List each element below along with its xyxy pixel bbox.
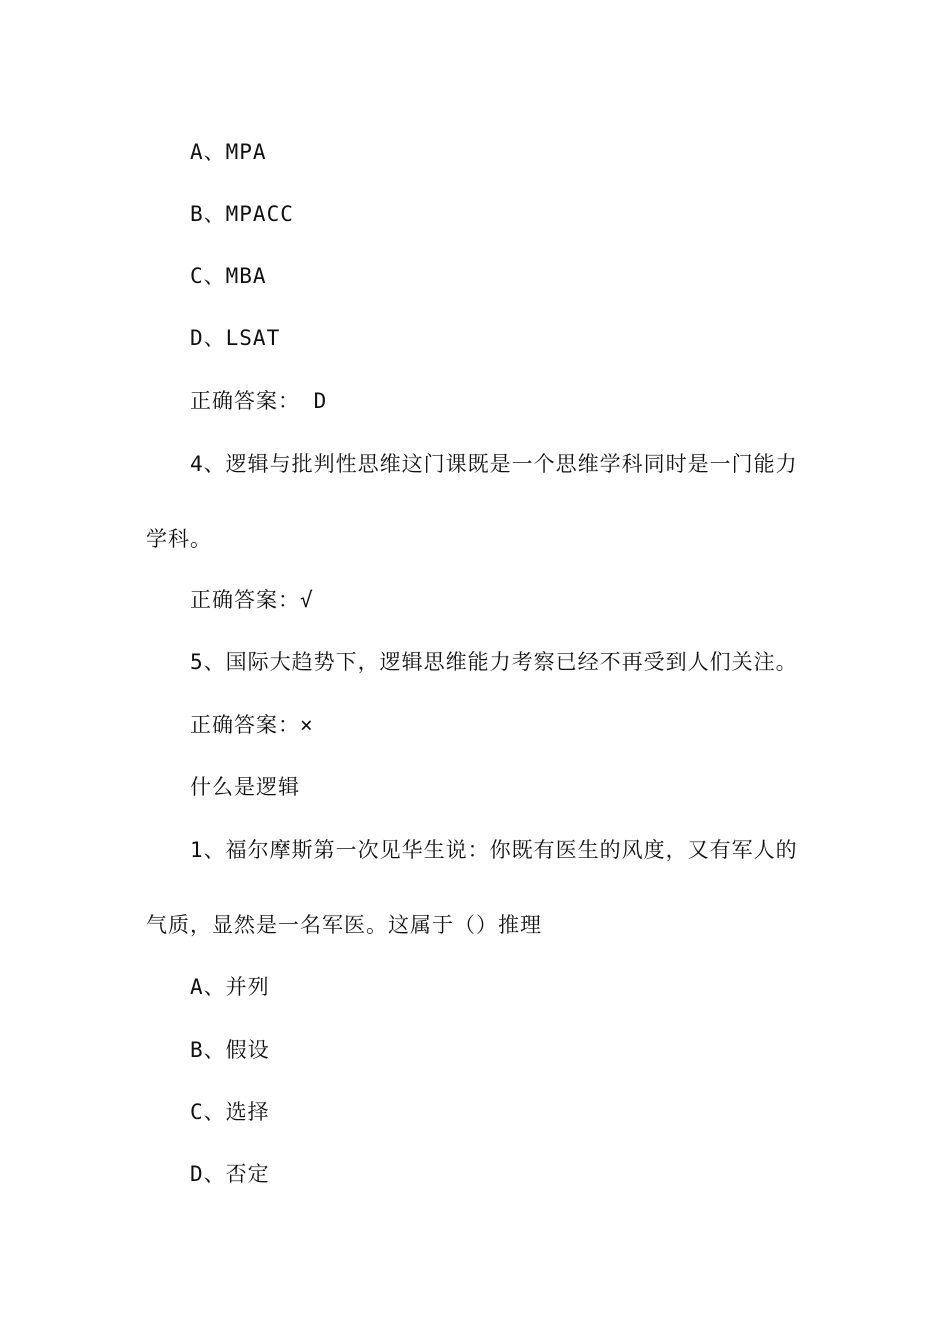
s1-question-line1: 1、福尔摩斯第一次见华生说：你既有医生的风度，又有军人的 bbox=[190, 838, 798, 862]
s1-option-d: D、否定 bbox=[190, 1162, 270, 1186]
q3-option-b: B、MPACC bbox=[190, 202, 294, 226]
q4-question-line1: 4、逻辑与批判性思维这门课既是一个思维学科同时是一门能力 bbox=[190, 452, 798, 476]
s1-option-a: A、并列 bbox=[190, 975, 270, 999]
s1-question-line2: 气质，显然是一名军医。这属于（）推理 bbox=[146, 913, 542, 937]
s1-option-c: C、选择 bbox=[190, 1100, 270, 1124]
q5-question: 5、国际大趋势下，逻辑思维能力考察已经不再受到人们关注。 bbox=[190, 650, 798, 674]
q3-option-d: D、LSAT bbox=[190, 326, 281, 350]
q5-answer: 正确答案：× bbox=[190, 713, 314, 737]
q4-question-line2: 学科。 bbox=[146, 527, 212, 551]
q3-answer: 正确答案： D bbox=[190, 389, 328, 413]
q3-option-c: C、MBA bbox=[190, 264, 267, 288]
s1-option-b: B、假设 bbox=[190, 1038, 270, 1062]
q4-answer: 正确答案：√ bbox=[190, 588, 314, 612]
section-title: 什么是逻辑 bbox=[190, 775, 300, 799]
q3-option-a: A、MPA bbox=[190, 140, 267, 164]
